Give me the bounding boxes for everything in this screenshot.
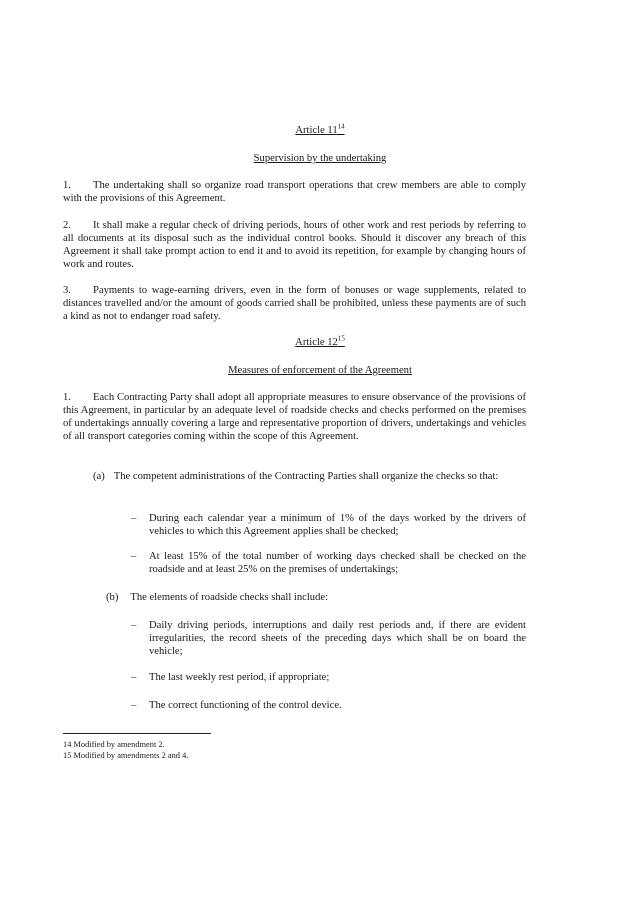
article-12-subheading: Measures of enforcement of the Agreement bbox=[228, 365, 412, 376]
bullet-dash: – bbox=[131, 672, 137, 683]
bullet-dash: – bbox=[131, 700, 137, 711]
clause-a bbox=[63, 470, 526, 483]
bullet-dash: – bbox=[131, 513, 137, 524]
article-11-paragraph-3: 3. Payments to wage-earning drivers, even in the form of bonuses or wage supplements, related to distances travelled and/or the amount of goods carried shall be prohibited, unless these payments are of such a kind as not to endanger road safety. bbox=[63, 285, 526, 322]
clause-b-label: (b) bbox=[106, 592, 119, 603]
article-12-heading: Article $12^{15}$ bbox=[295, 334, 345, 348]
footnote-14: 14 Modified by amendment 2. bbox=[63, 740, 165, 749]
footnote-15: 15 Modified by amendments 2 and 4. bbox=[63, 751, 189, 760]
clause-a-label: (a) bbox=[93, 471, 105, 482]
footnote-divider bbox=[63, 733, 211, 734]
article-11-paragraph-2: 2. It shall make a regular check of driving periods, hours of other work and rest periods by referring to all documents at its disposal such as the individual control books. Should it discover any breach of this Agreement it shall take prompt action to end it and to avoid its repetition, for example by changing hours of work and routes. bbox=[63, 220, 526, 270]
clause-b-item-1: Daily driving periods, interruptions and daily rest periods and, if there are evident irregularities, the record sheets of the preceding days which shall be on board the vehicle; bbox=[149, 620, 526, 657]
article-11-paragraph-1: 1. The undertaking shall so organize road transport operations that crew members are able to comply with the provisions of this Agreement. bbox=[63, 180, 526, 204]
clause-a-item-1: During each calendar year a minimum of 1% of the days worked by the drivers of vehicles to which this Agreement applies shall be checked; bbox=[149, 513, 526, 537]
clause-a-text: The competent administrations of the Contracting Parties shall organize the checks so that: bbox=[113, 471, 499, 482]
clause-b bbox=[106, 591, 526, 604]
article-12-paragraph-1: 1. Each Contracting Party shall adopt all appropriate measures to ensure observance of the provisions of this Agreement, in particular by an adequate level of roadside checks and checks performed on the premises of undertakings annually covering a large and representative proportion of drivers, undertakings and vehicles of all transport categories coming within the scope of this Agreement. bbox=[63, 392, 526, 442]
bullet-dash: – bbox=[131, 551, 137, 562]
article-11-heading: Article $11^{14}$ bbox=[295, 122, 345, 136]
clause-b-item-2: The last weekly rest period, if appropriate; bbox=[149, 672, 330, 683]
clause-b-item-3: The correct functioning of the control device. bbox=[149, 700, 342, 711]
clause-b-text: The elements of roadside checks shall include: bbox=[130, 592, 329, 603]
clause-a-item-2: At least 15% of the total number of working days checked shall be checked on the roadside and at least 25% on the premises of undertakings; bbox=[149, 551, 526, 575]
bullet-dash: – bbox=[131, 620, 137, 631]
article-11-subheading: Supervision by the undertaking bbox=[253, 153, 387, 164]
